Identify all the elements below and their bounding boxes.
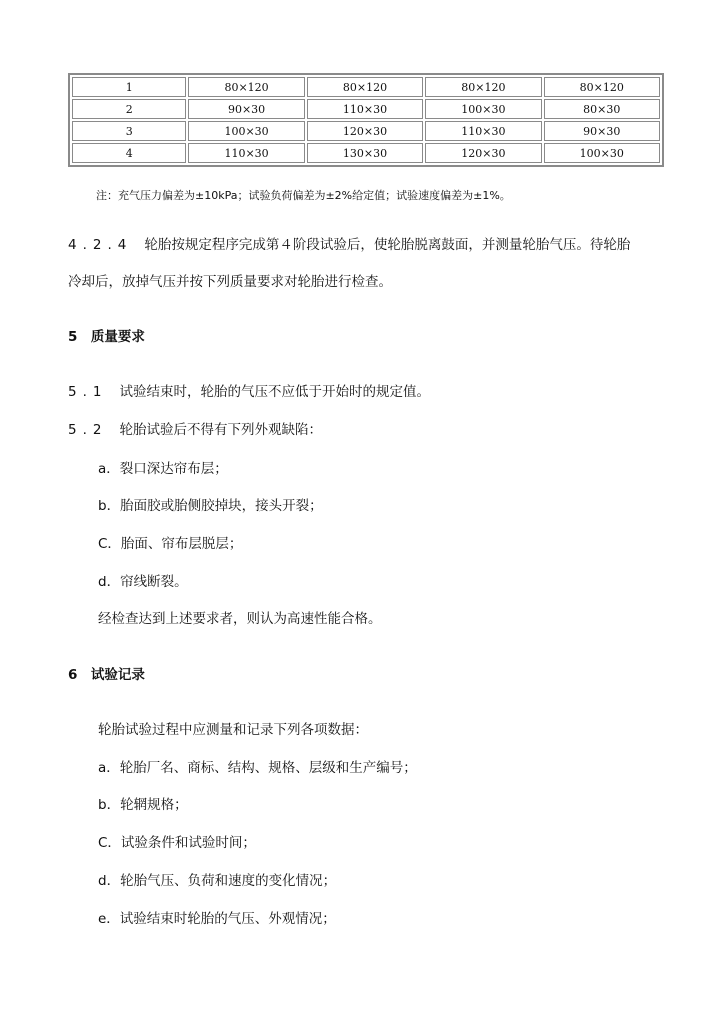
table-row (72, 143, 660, 163)
section-6-intro: 轮胎试验过程中应测量和记录下列各项数据： (98, 722, 368, 738)
table-note: 注：充气压力偏差为±10kPa；试验负荷偏差为±2%给定值；试验速度偏差为±1%。 (96, 189, 511, 202)
clause-4-2-4-continuation: 冷却后，放掉气压并按下列质量要求对轮胎进行检查。 (68, 274, 392, 290)
table-row (72, 77, 660, 97)
table-cell: 80×120 (544, 77, 660, 97)
conclusion-text: 经检查达到上述要求者，则认为高速性能合格。 (98, 611, 382, 627)
table-cell: 90×30 (188, 99, 304, 119)
table-cell: 110×30 (307, 99, 423, 119)
list-item: d．帘线断裂。 (98, 574, 188, 590)
table-cell: 3 (72, 121, 186, 141)
table-cell: 2 (72, 99, 186, 119)
list-item: C．胎面、帘布层脱层； (98, 536, 243, 552)
table-cell: 110×30 (425, 121, 541, 141)
list-item: a．裂口深达帘布层； (98, 461, 228, 477)
table-cell: 100×30 (188, 121, 304, 141)
test-parameters-table (68, 73, 664, 167)
table-cell: 4 (72, 143, 186, 163)
list-item: e．试验结束时轮胎的气压、外观情况； (98, 911, 336, 927)
section-5-heading: 5 质量要求 (68, 329, 145, 345)
clause-number: 5.2 (68, 422, 108, 438)
table-cell: 120×30 (425, 143, 541, 163)
clause-number: 4.2.4 (68, 237, 133, 253)
table-row (72, 99, 660, 119)
table-cell: 100×30 (544, 143, 660, 163)
clause-number: 5.1 (68, 384, 108, 400)
clause-text: 轮胎试验后不得有下列外观缺陷： (119, 422, 322, 438)
table-cell: 1 (72, 77, 186, 97)
table-cell: 80×120 (307, 77, 423, 97)
list-item: b．胎面胶或胎侧胶掉块，接头开裂； (98, 498, 323, 514)
table-cell: 90×30 (544, 121, 660, 141)
table-cell: 80×120 (425, 77, 541, 97)
section-6-heading: 6 试验记录 (68, 667, 145, 683)
clause-5-2 (68, 418, 322, 438)
clause-5-1 (68, 380, 430, 400)
list-item: b．轮辋规格； (98, 797, 188, 813)
clause-text-line1: 轮胎按规定程序完成第４阶段试验后，使轮胎脱离鼓面，并测量轮胎气压。待轮胎 (144, 237, 631, 253)
table-cell: 100×30 (425, 99, 541, 119)
table-cell: 120×30 (307, 121, 423, 141)
table-cell: 130×30 (307, 143, 423, 163)
table-cell: 80×120 (188, 77, 304, 97)
table-row (72, 121, 660, 141)
list-item: d．轮胎气压、负荷和速度的变化情况； (98, 873, 337, 889)
clause-4-2-4 (68, 233, 630, 253)
table-cell: 110×30 (188, 143, 304, 163)
table-cell: 80×30 (544, 99, 660, 119)
list-item: a．轮胎厂名、商标、结构、规格、层级和生产编号； (98, 760, 417, 776)
clause-text: 试验结束时，轮胎的气压不应低于开始时的规定值。 (119, 384, 430, 400)
list-item: C．试验条件和试验时间； (98, 835, 256, 851)
